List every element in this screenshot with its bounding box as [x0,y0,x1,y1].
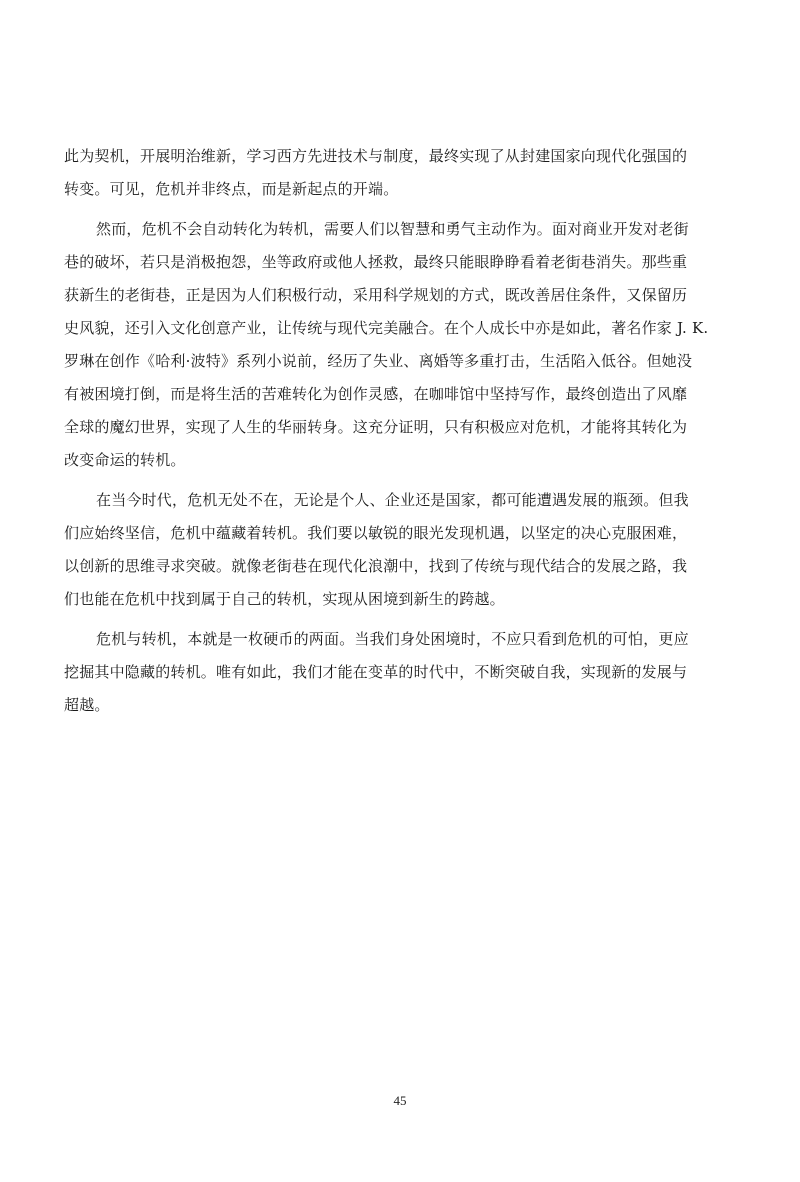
text-line: 此为契机，开展明治维新，学习西方先进技术与制度，最终实现了从封建国家向现代化强国的 [64,147,688,165]
text-line: 有被困境打倒，而是将生活的苦难转化为创作灵感，在咖啡馆中坚持写作，最终创造出了风靡 [64,385,688,403]
text-line: 史风貌，还引入文化创意产业，让传统与现代完美融合。在个人成长中亦是如此，著名作家 J. K. [64,319,709,337]
text-line: 全球的魔幻世界，实现了人生的华丽转身。这充分证明，只有积极应对危机，才能将其转化为 [64,418,688,436]
text-line: 在当今时代，危机无处不在，无论是个人、企业还是国家，都可能遭遇发展的瓶颈。但我 [96,491,689,509]
text-line: 们应始终坚信，危机中蕴藏着转机。我们要以敏锐的眼光发现机遇，以坚定的决心克服困难， [64,524,688,542]
text-line: 改变命运的转机。 [64,451,186,469]
body-text [64,140,734,722]
paragraph-4 [64,623,734,722]
text-line: 超越。 [64,696,110,714]
paragraph-2 [64,213,734,477]
text-line: 以创新的思维寻求突破。就像老街巷在现代化浪潮中，找到了传统与现代结合的发展之路，我 [64,557,688,575]
text-line: 危机与转机，本就是一枚硬币的两面。当我们身处困境时，不应只看到危机的可怕，更应 [96,630,689,648]
paragraph-3 [64,484,734,616]
text-line: 们也能在危机中找到属于自己的转机，实现从困境到新生的跨越。 [64,590,505,608]
text-line: 然而，危机不会自动转化为转机，需要人们以智慧和勇气主动作为。面对商业开发对老街 [96,220,689,238]
text-line: 巷的破坏，若只是消极抱怨，坐等政府或他人拯救，最终只能眼睁睁看着老街巷消失。那些重 [64,253,688,271]
paragraph-1 [64,140,734,206]
page-number: 45 [393,1093,407,1108]
text-line: 挖掘其中隐藏的转机。唯有如此，我们才能在变革的时代中，不断突破自我，实现新的发展与 [64,663,688,681]
text-line: 转变。可见，危机并非终点，而是新起点的开端。 [64,180,399,198]
text-line: 罗琳在创作《哈利·波特》系列小说前，经历了失业、离婚等多重打击，生活陷入低谷。但她没 [64,352,693,370]
text-line: 获新生的老街巷，正是因为人们积极行动，采用科学规划的方式，既改善居住条件，又保留历 [64,286,688,304]
